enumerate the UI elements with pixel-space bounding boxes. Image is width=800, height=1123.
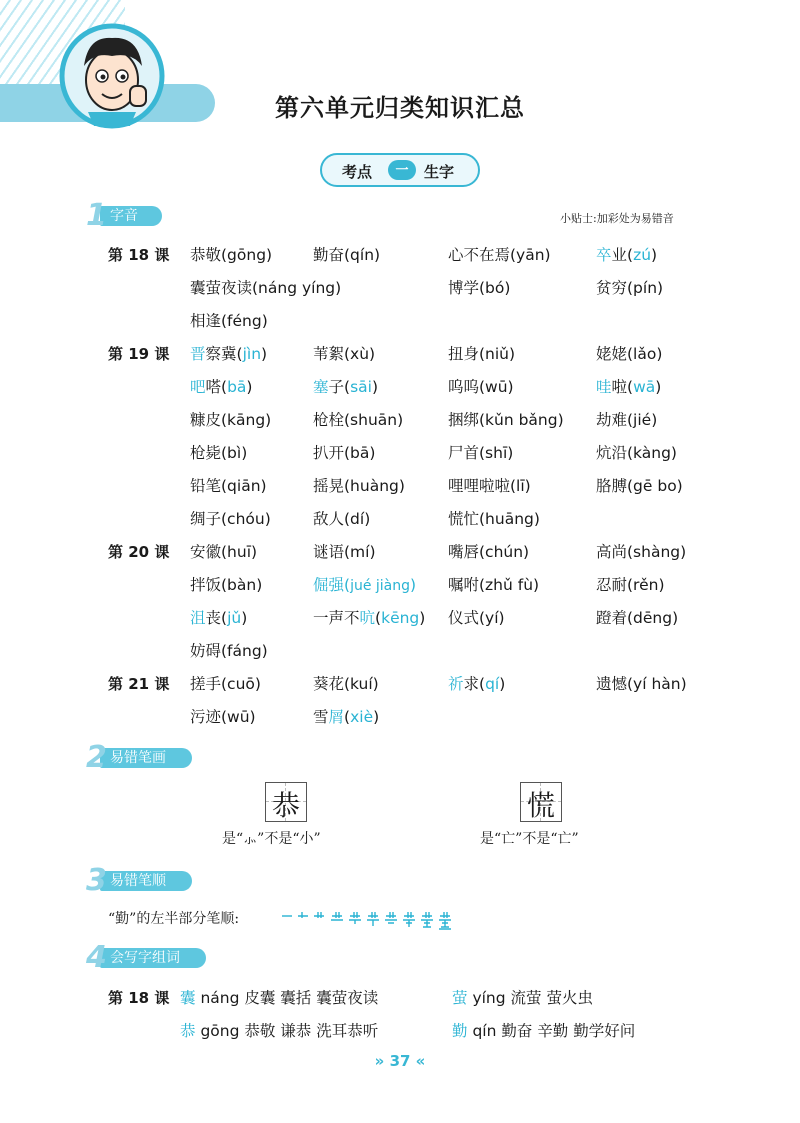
word-text: ) [419,609,426,627]
highlight-pinyin: bā [227,378,247,396]
word-text: ( [375,609,382,627]
highlight-pinyin: sāi [350,378,372,396]
page-title: 第六单元归类知识汇总 [275,94,525,122]
pill-left-label: 考点 [342,163,373,181]
highlight-char: 卒 [596,246,612,264]
word-item: 胳膊(gē bo) [596,477,683,495]
word-group [180,1019,378,1041]
highlight-char: 哇 [596,378,612,396]
stroke-note: 是“亡”不是“亡” [480,831,579,847]
word-item: 高尚(shàng) [596,543,687,561]
word-item [596,243,657,265]
word-item: 蹬着(dēng) [596,609,679,627]
word-item [313,573,416,595]
word-item: 拌饭(bàn) [190,576,263,594]
word-item: 扒开(bā) [313,444,376,462]
word-item: 仪式(yí) [448,609,505,627]
word-item: 哩哩啦啦(lī) [448,477,531,495]
section-label: 易错笔顺 [110,873,166,889]
char-box-gong [265,782,307,822]
word-item: 苇絮(xù) [313,345,376,363]
word-item: 呜呜(wū) [448,378,514,396]
word-item: 姥姥(lǎo) [596,345,663,363]
word-item: 嘴唇(chún) [448,543,530,561]
highlight-char: 萤 [452,989,468,1007]
char-glyph: 恭 [271,789,300,822]
word-text: ) [373,708,380,726]
word-text: 啦( [611,378,634,396]
word-item: 捆绑(kǔn bǎng) [448,411,564,429]
word-item: 囊萤夜读(náng yíng) [190,279,342,297]
word-text: ) [241,609,248,627]
word-item [596,375,661,397]
word-item: 糠皮(kāng) [190,411,272,429]
tip-text: 小贴士:加彩处为易错音 [560,212,674,225]
word-text: ) [499,675,506,693]
pill-number-badge [388,160,416,180]
highlight-char: 吧 [190,378,206,396]
word-item: 尸首(shī) [448,444,514,462]
stroke-order-text: “勤”的左半部分笔顺: [108,911,240,927]
highlight-pinyin: qí [485,675,500,693]
highlight-pinyin: jìn [242,345,262,363]
section-number: 2 [86,740,107,775]
highlight-pinyin: xiè [350,708,374,726]
word-text: 察冀( [205,345,243,363]
word-item: 博学(bó) [448,279,511,297]
word-item: 枪毙(bì) [190,444,248,462]
highlight-pinyin: jǔ [227,609,242,627]
page-number-value: 37 [389,1052,411,1070]
highlight-char: 塞 [313,378,329,396]
highlight-char: 屑 [328,708,345,726]
highlight-char: 吭 [359,609,376,627]
highlight-pinyin: kēng [381,609,420,627]
word-item: 扭身(niǔ) [448,345,516,363]
page-number [370,1052,430,1070]
word-item [313,606,425,628]
word-item: 嘱咐(zhǔ fù) [448,576,540,594]
word-item: 铅笔(qiān) [190,477,267,495]
highlight-char: 沮 [190,609,206,627]
word-item: 摇晃(huàng) [313,477,405,495]
stroke-note: 是“⺗”不是“小” [222,831,321,847]
page-arrow-right-icon: « [415,1052,426,1070]
word-group [180,986,378,1008]
word-text: ) [246,378,253,396]
word-text: ) [261,345,268,363]
highlight-char: 祈 [448,675,464,693]
section-label: 会写字组词 [110,950,180,966]
word-item: 忍耐(rěn) [596,576,665,594]
highlight-pinyin: jué jiàng [350,578,411,594]
section-label: 字音 [110,208,138,224]
word-item: 心不在焉(yān) [448,246,551,264]
section-number: 4 [86,940,107,975]
word-item: 慌忙(huāng) [448,510,540,528]
word-item: 安徽(huī) [190,543,258,561]
lesson-label: 第 21 课 [108,675,170,693]
word-item: 葵花(kuí) [313,675,379,693]
mascot-icon [58,22,166,130]
lesson-label: 第 18 课 [108,989,170,1007]
word-text: 求( [463,675,486,693]
word-item [313,705,379,727]
word-item: 妨碍(fáng) [190,642,268,660]
highlight-text: ) [410,576,417,594]
word-item: 谜语(mí) [313,543,376,561]
lesson-label: 第 19 课 [108,345,170,363]
highlight-char: 囊 [180,989,196,1007]
word-text: 雪 [313,708,329,726]
word-item: 敌人(dí) [313,510,371,528]
highlight-pinyin: zú [633,246,652,264]
highlight-char: 晋 [190,345,206,363]
word-item [190,375,252,397]
word-item [313,375,378,397]
word-item: 枪栓(shuān) [313,411,404,429]
word-item: 搓手(cuō) [190,675,261,693]
word-text: ) [651,246,658,264]
topic-pill [320,153,480,187]
pill-number: 一 [395,163,409,178]
word-text: 一声不 [313,609,360,627]
highlight-text: 倔强( [313,576,351,594]
word-item: 勤奋(qín) [313,246,381,264]
word-text: 业( [611,246,634,264]
word-text: ( [344,708,351,726]
word-item: 绸子(chóu) [190,510,271,528]
word-item: 贫穷(pín) [596,279,664,297]
section-label: 易错笔画 [110,750,166,766]
word-item [190,342,267,364]
word-item: 恭敬(gōng) [190,246,273,264]
highlight-pinyin: wā [633,378,656,396]
group-words: náng 皮囊 囊括 囊萤夜读 [200,989,379,1007]
section-number: 3 [86,863,107,898]
word-group [452,986,593,1008]
word-text: ) [371,378,379,396]
highlight-char: 勤 [452,1022,468,1040]
stroke-order-sequence-icon [280,904,480,930]
word-item: 炕沿(kàng) [596,444,677,462]
word-item: 相逢(féng) [190,312,268,330]
lesson-label: 第 18 课 [108,246,170,264]
word-item [190,606,247,628]
word-group [452,1019,635,1041]
page-arrow-left-icon: » [374,1052,385,1070]
word-item: 遗憾(yí hàn) [596,675,687,693]
word-item: 劫难(jié) [596,411,658,429]
word-text: 丧( [205,609,228,627]
word-item [448,672,505,694]
char-box-huang [520,782,562,822]
group-words: gōng 恭敬 谦恭 洗耳恭听 [200,1022,379,1040]
word-item: 污迹(wū) [190,708,256,726]
word-text: 嗒( [205,378,228,396]
highlight-char: 恭 [180,1022,196,1040]
section-number: 1 [86,198,107,233]
group-words: yíng 流萤 萤火虫 [472,989,593,1007]
group-words: qín 勤奋 辛勤 勤学好问 [472,1022,636,1040]
pill-right-label: 生字 [424,163,455,181]
word-text: 子( [328,378,351,396]
word-text: ) [655,378,662,396]
lesson-label: 第 20 课 [108,543,170,561]
char-glyph: 慌 [526,789,555,822]
